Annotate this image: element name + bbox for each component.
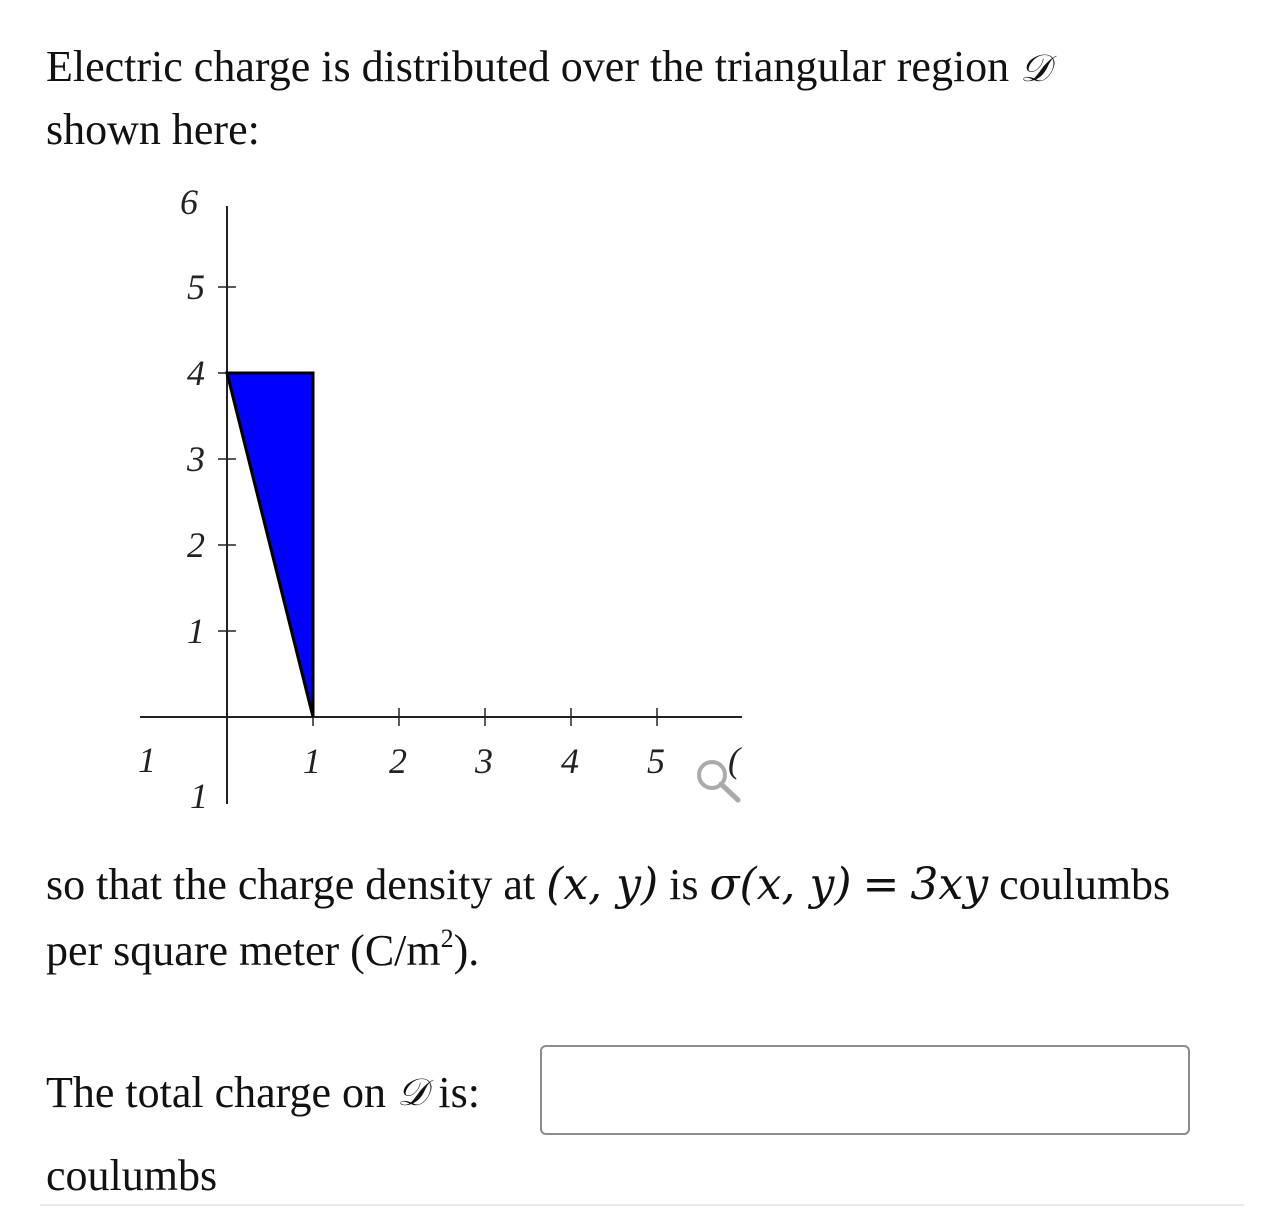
x-tick-label-partial-right: (	[728, 740, 740, 780]
density-formula: 3xy	[910, 859, 989, 910]
region-symbol: 𝒟	[1020, 46, 1051, 90]
answer-region-symbol: 𝒟	[397, 1069, 428, 1114]
triangular-region	[227, 373, 313, 717]
intro-text: Electric charge is distributed over the triangular region	[46, 42, 1010, 91]
unit-exponent: 2	[440, 924, 454, 953]
graph-axes	[140, 206, 742, 804]
equals-sign: =	[862, 859, 900, 910]
density-text-4: per square meter (C/m	[46, 926, 441, 975]
y-tick-label: 3	[187, 439, 205, 479]
density-text-2: is	[669, 860, 699, 909]
total-charge-input[interactable]	[540, 1045, 1190, 1135]
problem-intro	[46, 36, 1246, 160]
x-tick-label: 1	[303, 741, 321, 781]
y-tick-label-partial-bottom: 1	[190, 776, 208, 816]
density-text-5: ).	[453, 926, 480, 975]
answer-units: coulumbs	[46, 1151, 218, 1200]
x-tick-label: 3	[475, 741, 493, 781]
sigma-expression: σ(x, y)	[709, 859, 852, 910]
x-tick-label: 2	[389, 741, 407, 781]
x-tick-label-partial-left: 1	[138, 740, 156, 780]
answer-label-1: The total charge on	[46, 1067, 387, 1117]
density-text-3: coulumbs	[999, 860, 1171, 909]
point-expression: (x, y)	[546, 859, 659, 910]
y-tick-label: 1	[187, 611, 205, 651]
density-statement	[46, 852, 1266, 984]
x-tick-label: 5	[647, 741, 665, 781]
y-tick-label: 5	[187, 267, 205, 307]
answer-prompt	[46, 1045, 492, 1139]
answer-label-2: is:	[438, 1067, 480, 1117]
region-graph[interactable]	[0, 190, 760, 820]
y-tick-label: 4	[187, 353, 205, 393]
graph-tick-labels	[186, 267, 665, 781]
density-text-1: so that the charge density at	[46, 860, 536, 909]
intro-text-2: shown here:	[46, 105, 260, 154]
divider	[40, 1204, 1244, 1206]
x-tick-label: 4	[561, 741, 579, 781]
y-tick-label: 2	[187, 525, 205, 565]
y-tick-label-partial-top: 6	[180, 190, 198, 222]
